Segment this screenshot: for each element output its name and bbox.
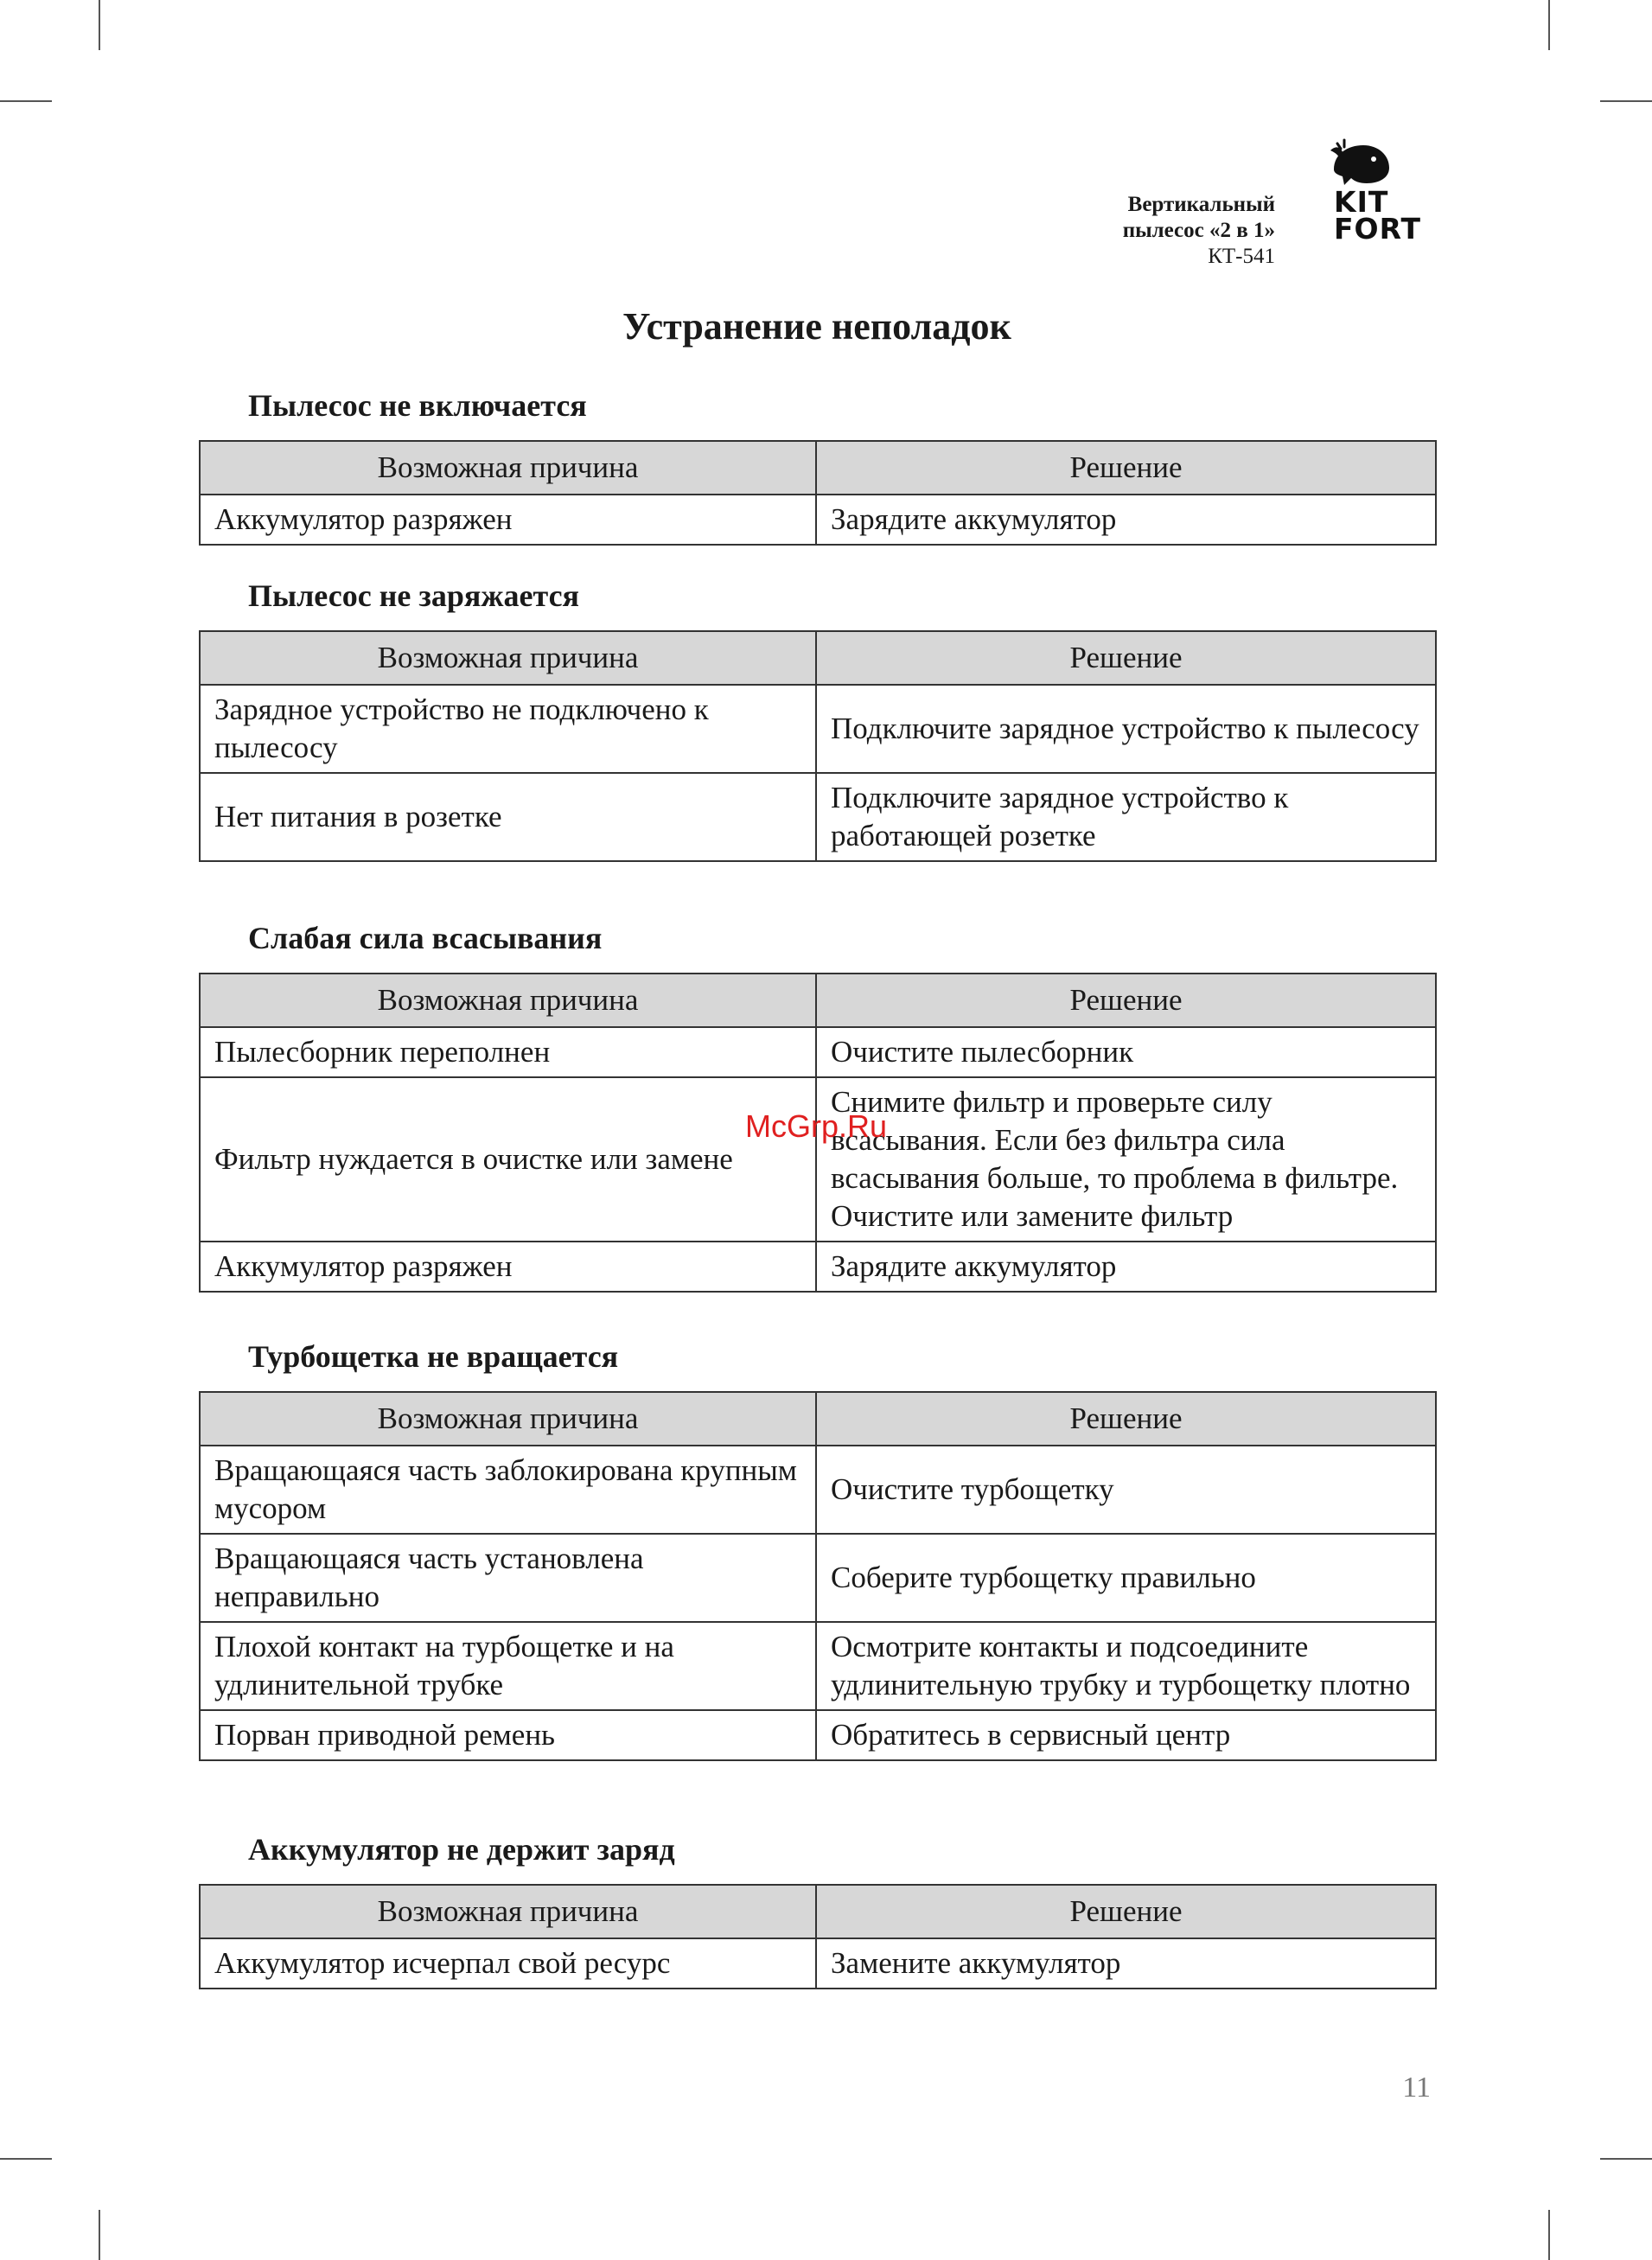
cause-cell: Пылесборник переполнен bbox=[200, 1027, 816, 1077]
solution-cell: Зарядите аккумулятор bbox=[816, 1242, 1436, 1292]
watermark: McGrp.Ru bbox=[745, 1108, 888, 1144]
cause-cell: Зарядное устройство не подключено к пылесосу bbox=[200, 685, 816, 773]
troubleshooting-table bbox=[199, 1391, 1437, 1761]
column-header-cause: Возможная причина bbox=[200, 1392, 816, 1446]
product-line-2: пылесос «2 в 1» bbox=[1122, 219, 1275, 242]
product-line-1: Вертикальный bbox=[1127, 193, 1275, 216]
table-row bbox=[200, 1622, 1436, 1710]
section-title: Турбощетка не вращается bbox=[248, 1339, 619, 1374]
table-header-row bbox=[200, 974, 1436, 1027]
section-brush-not-rotating bbox=[199, 1339, 1435, 1761]
page-title: Устранение неполадок bbox=[622, 305, 1011, 348]
table-row bbox=[200, 1077, 1436, 1242]
cause-cell: Вращающаяся часть заблокирована крупным мусором bbox=[200, 1446, 816, 1534]
table-row bbox=[200, 495, 1436, 545]
column-header-cause: Возможная причина bbox=[200, 631, 816, 685]
crop-mark bbox=[0, 2158, 52, 2160]
column-header-solution: Решение bbox=[816, 974, 1436, 1027]
column-header-solution: Решение bbox=[816, 1885, 1436, 1938]
solution-cell: Очистите турбощетку bbox=[816, 1446, 1436, 1534]
troubleshooting-table bbox=[199, 1884, 1437, 1989]
crop-mark bbox=[0, 100, 52, 102]
product-caption bbox=[1123, 192, 1275, 270]
table-row bbox=[200, 1534, 1436, 1622]
solution-cell: Подключите зарядное устройство к пылесосу bbox=[816, 685, 1436, 773]
logo-text-line-2: FORT bbox=[1334, 212, 1422, 246]
solution-cell: Зарядите аккумулятор bbox=[816, 495, 1436, 545]
crop-mark bbox=[1600, 2158, 1652, 2160]
section-title: Аккумулятор не держит заряд bbox=[248, 1832, 675, 1867]
table-header-row bbox=[200, 441, 1436, 495]
solution-cell: Осмотрите контакты и подсоедините удлинительную трубку и турбощетку плотно bbox=[816, 1622, 1436, 1710]
section-no-power bbox=[199, 388, 1435, 546]
column-header-cause: Возможная причина bbox=[200, 1885, 816, 1938]
solution-cell: Подключите зарядное устройство к работающей розетке bbox=[816, 773, 1436, 861]
solution-cell: Снимите фильтр и проверьте силу всасывания. Если без фильтра сила всасывания больше, то проблема в фильтре. Очистите или замените фильтр bbox=[816, 1077, 1436, 1242]
solution-cell: Очистите пылесборник bbox=[816, 1027, 1436, 1077]
column-header-solution: Решение bbox=[816, 441, 1436, 495]
solution-cell: Соберите турбощетку правильно bbox=[816, 1534, 1436, 1622]
column-header-cause: Возможная причина bbox=[200, 974, 816, 1027]
table-row bbox=[200, 685, 1436, 773]
solution-cell: Обратитесь в сервисный центр bbox=[816, 1710, 1436, 1760]
section-weak-suction bbox=[199, 921, 1435, 1293]
section-title: Пылесос не заряжается bbox=[248, 578, 580, 613]
cause-cell: Аккумулятор разряжен bbox=[200, 495, 816, 545]
cause-cell: Аккумулятор исчерпал свой ресурс bbox=[200, 1938, 816, 1989]
model-number: КТ-541 bbox=[1208, 245, 1275, 268]
cause-cell: Фильтр нуждается в очистке или замене bbox=[200, 1077, 816, 1242]
table-row bbox=[200, 1242, 1436, 1292]
crop-mark bbox=[99, 2210, 100, 2260]
logo-text bbox=[1334, 185, 1422, 246]
table-header-row bbox=[200, 631, 1436, 685]
crop-mark bbox=[1548, 0, 1550, 50]
section-not-charging bbox=[199, 578, 1435, 862]
table-row bbox=[200, 773, 1436, 861]
cause-cell: Вращающаяся часть установлена неправильно bbox=[200, 1534, 816, 1622]
cause-cell: Нет питания в розетке bbox=[200, 773, 816, 861]
section-title: Слабая сила всасывания bbox=[248, 921, 603, 955]
kitfort-logo bbox=[1329, 138, 1432, 246]
table-row bbox=[200, 1446, 1436, 1534]
troubleshooting-table bbox=[199, 630, 1437, 862]
section-battery-not-holding bbox=[199, 1832, 1435, 1989]
table-header-row bbox=[200, 1885, 1436, 1938]
column-header-solution: Решение bbox=[816, 1392, 1436, 1446]
column-header-cause: Возможная причина bbox=[200, 441, 816, 495]
column-header-solution: Решение bbox=[816, 631, 1436, 685]
cause-cell: Аккумулятор разряжен bbox=[200, 1242, 816, 1292]
crop-mark bbox=[1548, 2210, 1550, 2260]
table-row bbox=[200, 1710, 1436, 1760]
table-row bbox=[200, 1938, 1436, 1989]
page-header bbox=[1123, 138, 1432, 270]
section-title: Пылесос не включается bbox=[248, 388, 587, 423]
logo-text-line-1: KIT bbox=[1334, 185, 1389, 219]
whale-icon bbox=[1329, 138, 1394, 187]
troubleshooting-table bbox=[199, 440, 1437, 546]
crop-mark bbox=[99, 0, 100, 50]
page-number: 11 bbox=[1402, 2072, 1431, 2104]
cause-cell: Плохой контакт на турбощетке и на удлинительной трубке bbox=[200, 1622, 816, 1710]
crop-mark bbox=[1600, 100, 1652, 102]
table-header-row bbox=[200, 1392, 1436, 1446]
cause-cell: Порван приводной ремень bbox=[200, 1710, 816, 1760]
solution-cell: Замените аккумулятор bbox=[816, 1938, 1436, 1989]
table-row bbox=[200, 1027, 1436, 1077]
